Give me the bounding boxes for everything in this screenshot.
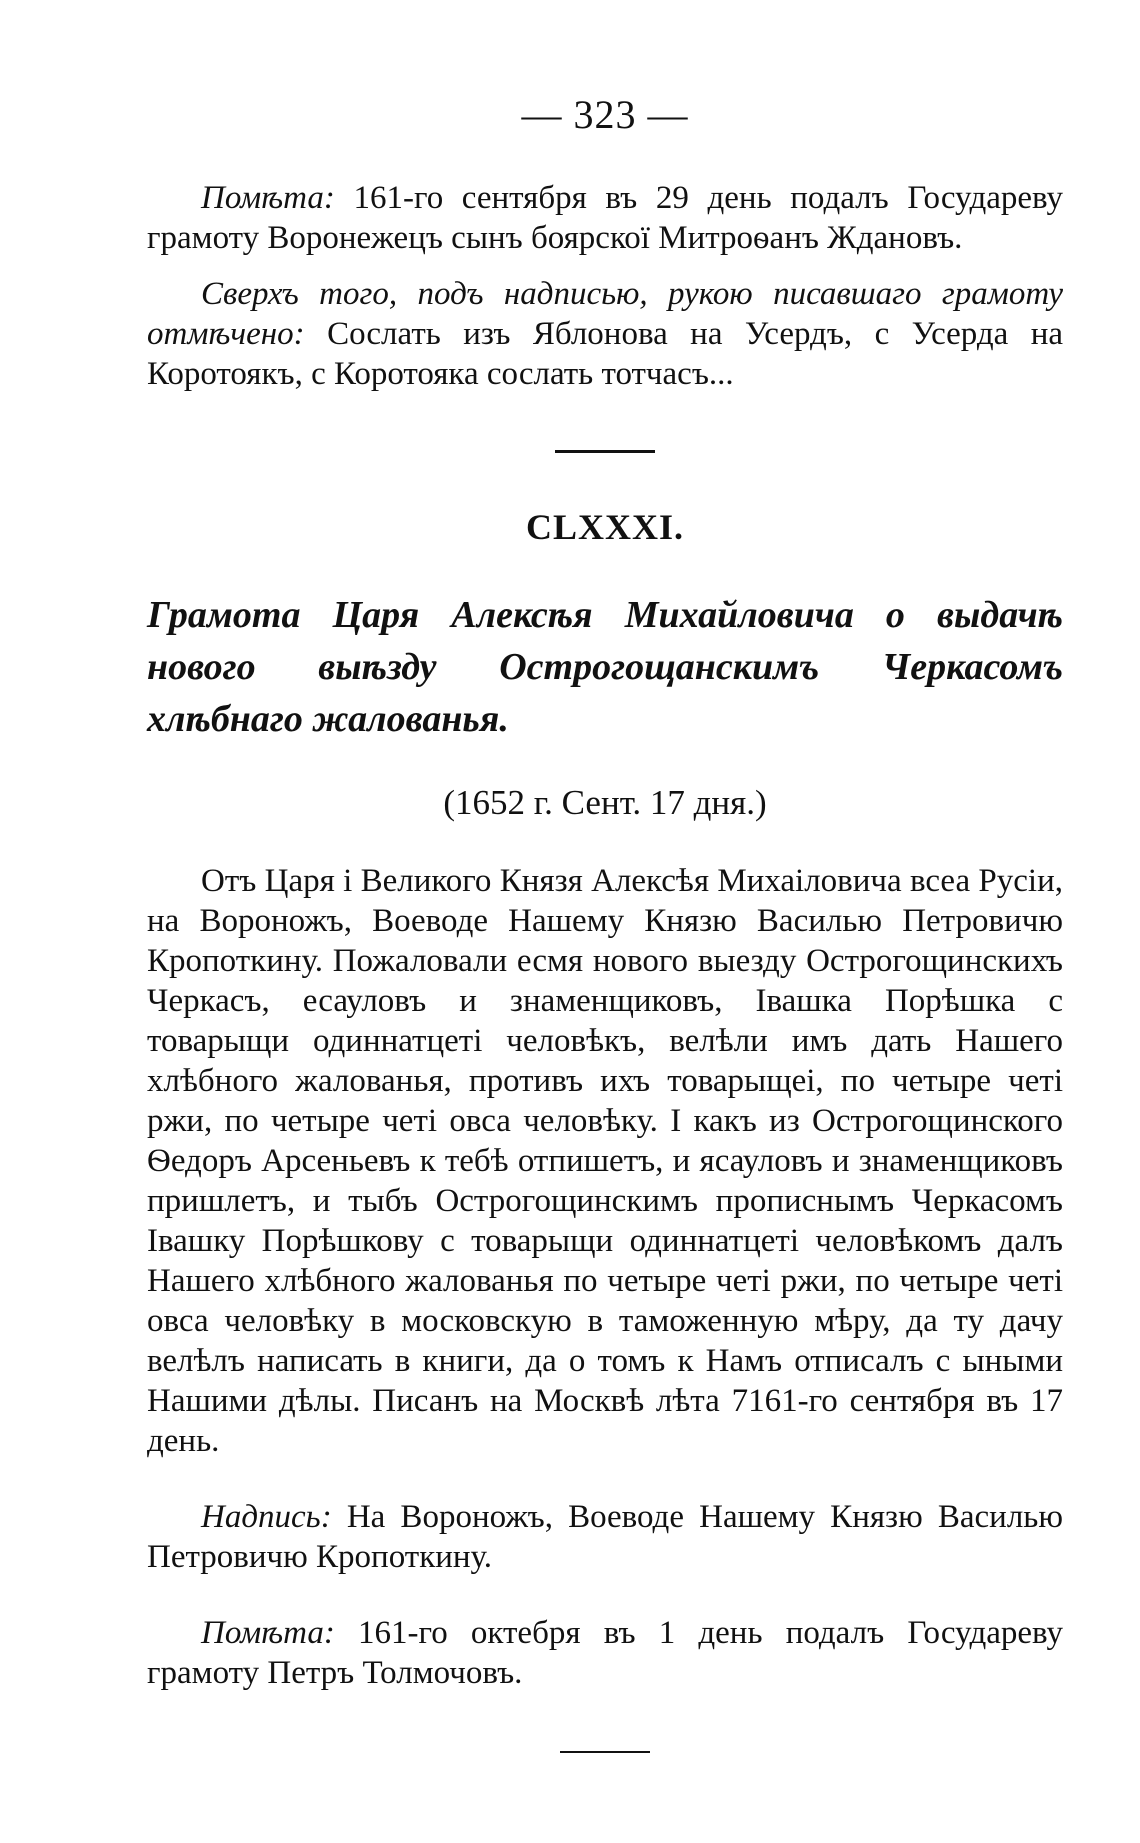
note-above-paragraph xyxy=(147,274,1063,394)
document-page xyxy=(147,92,1063,1753)
note-top-label: Помѣта: xyxy=(201,180,335,216)
document-date: (1652 г. Сент. 17 дня.) xyxy=(443,783,767,822)
note-above-text: Сослать изъ Яблонова на Усердъ, с Усерда на Коротоякъ, с Коротояка сослать тотчасъ... xyxy=(147,316,1063,392)
inscription-label: Надпись: xyxy=(201,1499,332,1535)
inscription-text: На Вороножъ, Воеводе Нашему Князю Василью Петровичю Кропоткину. xyxy=(147,1499,1063,1575)
page-number: — 323 — xyxy=(521,92,689,137)
note-top-text: 161-го сентября въ 29 день подалъ Государеву грамоту Воронежецъ сынъ боярскої Митроѳанъ Ждановъ. xyxy=(147,180,1063,256)
section-divider xyxy=(555,450,655,453)
document-title: Грамота Царя Алексѣя Михайловича о выдачѣ нового выѣзду Острогощанскимъ Черкасомъ хлѣбнаго жалованья. xyxy=(147,594,1063,740)
end-divider xyxy=(560,1751,650,1753)
note-top-paragraph xyxy=(147,178,1063,258)
note-bottom-text: 161-го октебря въ 1 день подалъ Государеву грамоту Петръ Толмочовъ. xyxy=(147,1615,1063,1691)
note-bottom-label: Помѣта: xyxy=(201,1615,335,1651)
note-above-label: Сверхъ того, подъ надписью, рукою писавшаго грамоту отмѣчено: xyxy=(147,276,1063,352)
document-number: CLXXXI. xyxy=(525,507,684,547)
note-bottom-paragraph xyxy=(147,1613,1063,1693)
document-body: Отъ Царя і Великого Князя Алексѣя Михаiловича всеа Русiи, на Вороножъ, Воеводе Нашему Князю Василью Петровичю Кропоткину. Пожаловали есмя нового выезду Острогощинскихъ Черкасъ, есауловъ и знаменщиковъ, Івашка Порѣшка с товарыщи одиннатцетi человѣкъ, велѣли имъ дать Нашего хлѣбного жалованья, противъ ихъ товарыщеi, по четыре четi ржи, по четыре четi овса человѣку. І какъ из Острогощинского Ѳедоръ Арсеньевъ к тебѣ отпишетъ, и ясауловъ и знаменщиковъ пришлетъ, и тыбъ Острогощинскимъ прописнымъ Черкасомъ Івашку Порѣшкову с товарыщи одиннатцетi человѣкомъ далъ Нашего хлѣбного жалованья по четыре четi ржи, по четыре четi овса человѣку в московскую в таможенную мѣру, да ту дачу велѣлъ написать в книги, да о томъ к Намъ отписалъ с ыными Нашими дѣлы. Писанъ на Москвѣ лѣта 7161-го сентября въ 17 день. xyxy=(147,863,1063,1459)
inscription-paragraph xyxy=(147,1497,1063,1577)
